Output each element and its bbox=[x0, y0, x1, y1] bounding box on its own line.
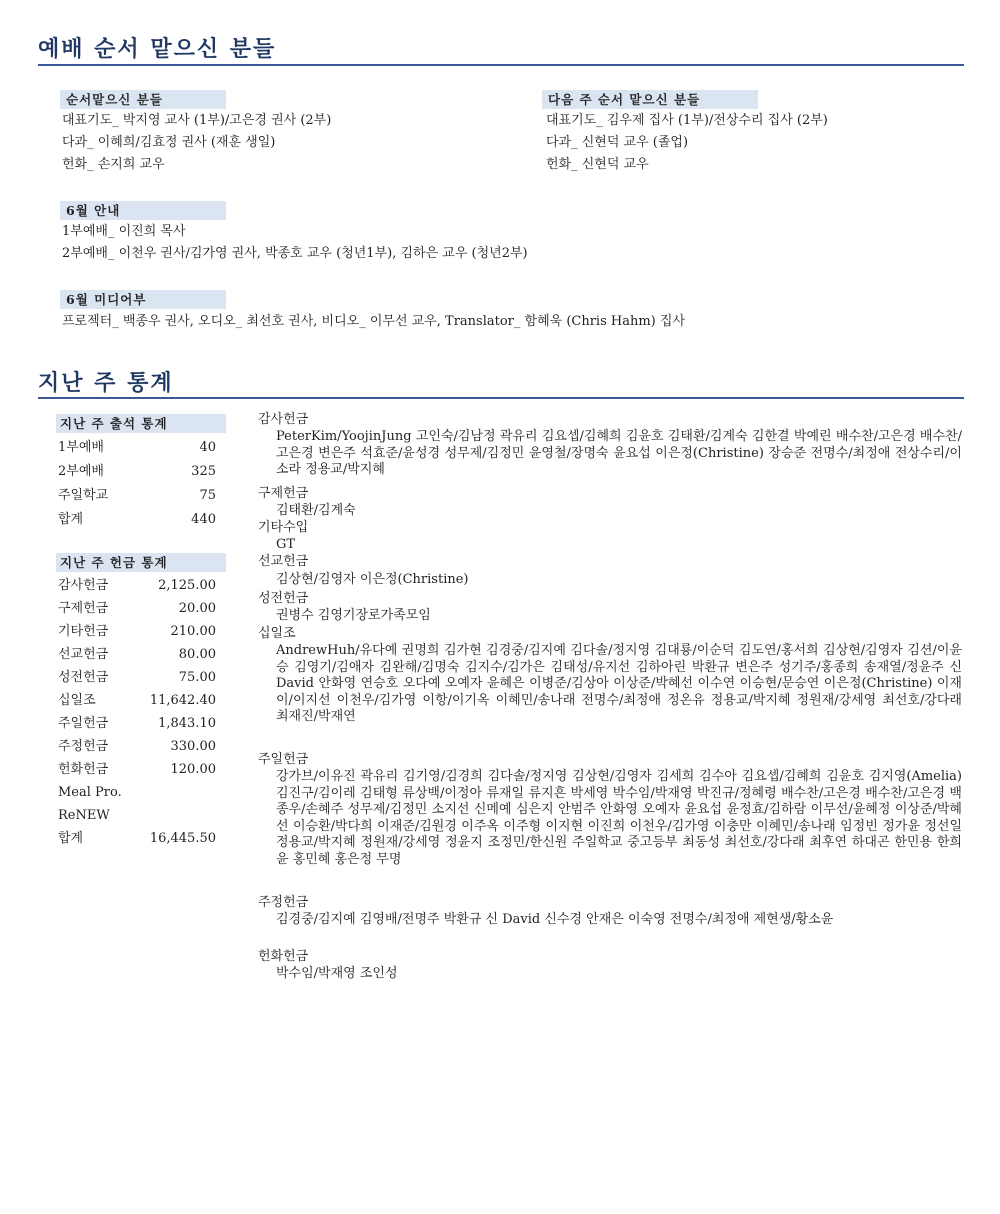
next-week-role-line: 헌화_ 신현덕 교우 bbox=[546, 157, 649, 172]
offering-stat-row: ReNEW bbox=[58, 808, 110, 823]
offering-stat-row: 성전헌금 75.00 bbox=[58, 670, 216, 685]
offering-stat-row: 감사헌금 2,125.00 bbox=[58, 578, 216, 593]
offering-category: 주정헌금 bbox=[258, 895, 309, 910]
next-week-role-line: 대표기도_ 김우제 집사 (1부)/전상수리 집사 (2부) bbox=[546, 113, 828, 128]
offering-donor-names: 김태환/김계숙 bbox=[276, 503, 356, 518]
section-title-last-week-stats: 지난 주 통계 bbox=[38, 370, 174, 396]
next-week-role-line: 다과_ 신현덕 교우 (졸업) bbox=[546, 135, 689, 150]
offering-category: 헌화헌금 bbox=[258, 949, 309, 964]
offering-donor-names: GT bbox=[276, 537, 296, 552]
offering-donor-names: 김상현/김영자 이은정(Christine) bbox=[276, 572, 469, 587]
offering-category: 구제헌금 bbox=[258, 486, 309, 501]
offering-donor-names: 권병수 김영기장로가족모임 bbox=[276, 608, 431, 623]
offering-donor-names: 박수임/박재영 조인성 bbox=[276, 966, 398, 981]
offering-donor-names: PeterKim/YoojinJung 고인숙/김남정 곽유리 김요셉/김혜희 김윤호 김태환/김계숙 김한결 박예린 배수찬/고은경 배수찬/고은경 변은주 석효준/윤성경 성무제/김정민 윤영철/장명숙 윤요섭 이은정(Christine) 장승준 전명수/최정애 전상수리/이소라 정용교/박지혜 bbox=[276, 429, 962, 478]
attendance-total-row: 합계 440 bbox=[58, 512, 216, 527]
offering-stat-row: 십일조 11,642.40 bbox=[58, 693, 216, 708]
attendance-stats-label: 지난 주 출석 통계 bbox=[56, 414, 226, 433]
offering-stats-label: 지난 주 헌금 통계 bbox=[56, 553, 226, 572]
offering-total-row: 합계 16,445.50 bbox=[58, 831, 216, 846]
this-week-role-line: 헌화_ 손지희 교우 bbox=[62, 157, 165, 172]
this-week-role-line: 다과_ 이혜희/김효정 권사 (재훈 생일) bbox=[62, 135, 276, 150]
offering-donor-names: 김경중/김지예 김영배/전명주 박환규 신 David 신수경 안재은 이숙영 전명수/최정애 제현생/황소윤 bbox=[276, 912, 834, 927]
offering-category: 성전헌금 bbox=[258, 591, 309, 606]
attendance-row: 2부예배 325 bbox=[58, 464, 216, 479]
june-media-label: 6월 미디어부 bbox=[60, 290, 226, 309]
offering-stat-row: 주정헌금 330.00 bbox=[58, 739, 216, 754]
attendance-row: 주일학교 75 bbox=[58, 488, 216, 503]
offering-stat-row: Meal Pro. bbox=[58, 785, 122, 800]
offering-category: 선교헌금 bbox=[258, 554, 309, 569]
offering-stat-row: 선교헌금 80.00 bbox=[58, 647, 216, 662]
offering-stat-row: 주일헌금 1,843.10 bbox=[58, 716, 216, 731]
section-divider bbox=[38, 397, 964, 399]
offering-category: 기타수입 bbox=[258, 520, 309, 535]
offering-stat-row: 구제헌금 20.00 bbox=[58, 601, 216, 616]
june-notice-line: 2부예배_ 이천우 권사/김가영 권사, 박종호 교우 (청년1부), 김하은 교우 (청년2부) bbox=[62, 246, 528, 261]
section-title-service-roles: 예배 순서 맡으신 분들 bbox=[38, 36, 277, 62]
offering-category: 감사헌금 bbox=[258, 412, 309, 427]
offering-donor-names: 강가브/이유진 곽유리 김기영/김경희 김다솔/정지영 김상현/김영자 김세희 김수아 김요셉/김혜희 김윤호 김지영(Amelia) 김진구/김이레 김태형 류상백/이정아 류재일 류지흔 박세영 박수임/박재영 박진규/정혜령 배수찬/고은경 배수찬/고은경 백종우/손혜주 성무제/김정민 소지선 신메예 심은지 안범주 안화영 오예자 윤요섭 윤정효/김하람 이무선/윤혜정 이상준/박혜선 이승환/박다희 이재준/김원경 이주옥 이주형 이지현 이진희 이천우/김가영 이충만 이혜민/송나래 임정빈 정가윤 정선일 정용교/박지혜 정원재/강세영 정윤지 조정민/한신원 주일학교 중고등부 최동성 최선호/강다래 최후연 하대곤 한민용 한희윤 홍민혜 홍은정 무명 bbox=[276, 769, 962, 867]
offering-category: 주일헌금 bbox=[258, 752, 309, 767]
this-week-roles-label: 순서맡으신 분들 bbox=[60, 90, 226, 109]
attendance-row: 1부예배 40 bbox=[58, 440, 216, 455]
offering-stat-row: 헌화헌금 120.00 bbox=[58, 762, 216, 777]
next-week-roles-label: 다음 주 순서 맡으신 분들 bbox=[542, 90, 758, 109]
this-week-role-line: 대표기도_ 박지영 교사 (1부)/고은경 권사 (2부) bbox=[62, 113, 332, 128]
offering-category: 십일조 bbox=[258, 626, 296, 641]
section-divider bbox=[38, 64, 964, 66]
june-notice-label: 6월 안내 bbox=[60, 201, 226, 220]
june-media-line: 프로젝터_ 백종우 권사, 오디오_ 최선호 권사, 비디오_ 이무선 교우, Translator_ 함혜욱 (Chris Hahm) 집사 bbox=[62, 314, 686, 329]
offering-stat-row: 기타헌금 210.00 bbox=[58, 624, 216, 639]
offering-donor-names: AndrewHuh/유다예 권명희 김가현 김경중/김지예 김다솔/정지영 김대룡/이순덕 김도연/홍서희 김상현/김영자 김션/이윤승 김영기/김애자 김완해/김명숙 김지수/김가은 김태성/유지선 김하아린 박환규 변은주 성기주/홍종희 송재열/정윤주 신 David 안화영 연승호 오다예 오예자 윤혜은 이병준/김상아 이상준/박혜선 이수연 이승현/문승연 이은정(Christine) 이재이/이지선 이천우/김가영 이항/이기옥 이혜민/송나래 전명수/최정애 정온유 정용교/박지혜 정원재/강세영 최선호/강다래 최재진/박재연 bbox=[276, 643, 962, 725]
june-notice-line: 1부예배_ 이진희 목사 bbox=[62, 224, 186, 239]
